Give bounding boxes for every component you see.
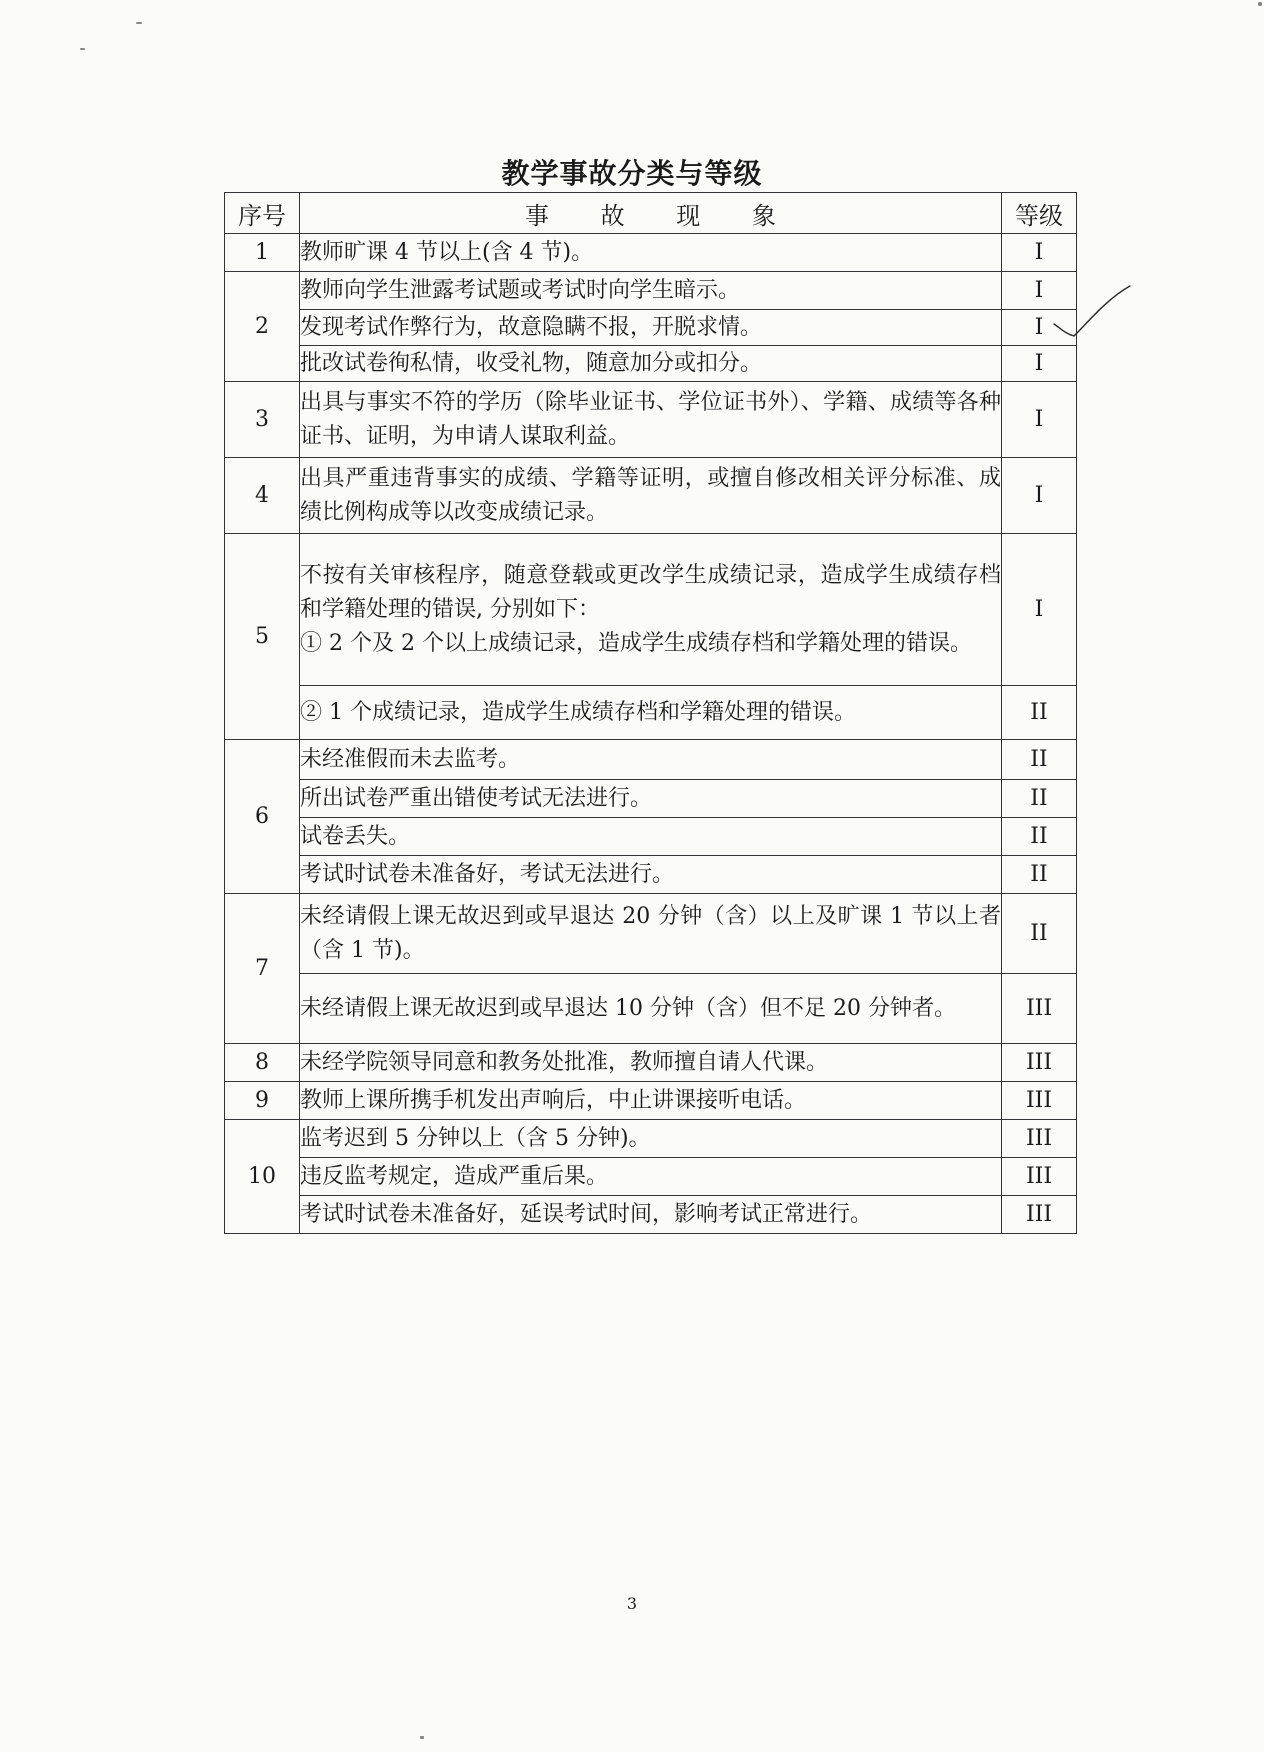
accident-description-cell [300, 534, 1002, 686]
grade-cell: I [1002, 458, 1077, 534]
accident-description-cell [300, 234, 1002, 272]
accident-classification-table [224, 192, 1077, 1234]
grade-cell: II [1002, 894, 1077, 974]
grade-cell: II [1002, 780, 1077, 818]
serial-number-cell: 1 [225, 234, 300, 272]
grade-cell: II [1002, 856, 1077, 894]
table-row [225, 272, 1077, 310]
description-paragraph: 监考迟到 5 分钟以上（含 5 分钟)。 [300, 1125, 651, 1151]
scan-speck [136, 22, 142, 24]
description-paragraph: 不按有关审核程序，随意登载或更改学生成绩记录，造成学生成绩存档和学籍处理的错误, 分别如下： [300, 562, 1001, 622]
description-paragraph: 所出试卷严重出错使考试无法进行。 [300, 785, 653, 811]
header-grade: 等级 [1002, 193, 1077, 234]
description-paragraph: ① 2 个及 2 个以上成绩记录，造成学生成绩存档和学籍处理的错误。 [300, 630, 972, 656]
grade-cell: I [1002, 346, 1077, 382]
accident-description-cell [300, 686, 1002, 740]
description-paragraph: 未经学院领导同意和教务处批准，教师擅自请人代课。 [300, 1049, 829, 1075]
serial-number-cell: 2 [225, 272, 300, 382]
accident-description-cell [300, 1120, 1002, 1158]
grade-cell: I [1002, 272, 1077, 310]
accident-description-cell [300, 1044, 1002, 1082]
accident-description-cell [300, 1158, 1002, 1196]
description-paragraph: 未经准假而未去监考。 [300, 746, 521, 772]
accident-description-cell [300, 818, 1002, 856]
table-row [225, 894, 1077, 974]
table-row [225, 818, 1077, 856]
table-row [225, 234, 1077, 272]
page-number: 3 [626, 1594, 638, 1613]
table-row [225, 346, 1077, 382]
description-paragraph: 考试时试卷未准备好，延误考试时间，影响考试正常进行。 [300, 1201, 873, 1227]
header-serial-number: 序号 [225, 193, 300, 234]
grade-cell: II [1002, 686, 1077, 740]
grade-cell: I [1002, 382, 1077, 458]
handwritten-check-mark [1052, 284, 1132, 344]
serial-number-cell: 3 [225, 382, 300, 458]
accident-description-cell [300, 310, 1002, 346]
grade-cell: III [1002, 974, 1077, 1044]
grade-cell: I [1002, 310, 1077, 346]
table-row [225, 1196, 1077, 1234]
table-row [225, 534, 1077, 686]
description-paragraph: 教师上课所携手机发出声响后，中止讲课接听电话。 [300, 1087, 807, 1113]
accident-description-cell [300, 1082, 1002, 1120]
table-row [225, 780, 1077, 818]
grade-cell: III [1002, 1044, 1077, 1082]
serial-number-cell: 5 [225, 534, 300, 740]
scan-speck [80, 48, 85, 50]
accident-description-cell [300, 272, 1002, 310]
accident-description-cell [300, 458, 1002, 534]
accident-description-cell [300, 894, 1002, 974]
accident-description-cell [300, 740, 1002, 780]
scan-speck [1258, 2, 1262, 6]
table-body [225, 234, 1077, 1234]
serial-number-cell: 9 [225, 1082, 300, 1120]
table-header-row [225, 193, 1077, 234]
accident-description-cell [300, 382, 1002, 458]
table-row [225, 740, 1077, 780]
grade-cell: I [1002, 534, 1077, 686]
scan-speck [420, 1736, 424, 1739]
accident-description-cell [300, 856, 1002, 894]
table-row [225, 382, 1077, 458]
grade-cell: I [1002, 234, 1077, 272]
description-paragraph: 试卷丢失。 [300, 823, 411, 849]
description-paragraph: 出具与事实不符的学历（除毕业证书、学位证书外）、学籍、成绩等各种证书、证明，为申请人谋取利益。 [300, 389, 1001, 449]
description-paragraph: 考试时试卷未准备好，考试无法进行。 [300, 861, 675, 887]
table-row [225, 458, 1077, 534]
description-paragraph: ② 1 个成绩记录，造成学生成绩存档和学籍处理的错误。 [300, 699, 856, 725]
table-row [225, 974, 1077, 1044]
description-paragraph: 教师向学生泄露考试题或考试时向学生暗示。 [300, 277, 741, 303]
table-row [225, 856, 1077, 894]
grade-cell: II [1002, 740, 1077, 780]
document-title: 教学事故分类与等级 [501, 157, 763, 190]
grade-cell: III [1002, 1158, 1077, 1196]
table-row [225, 310, 1077, 346]
serial-number-cell: 7 [225, 894, 300, 1044]
grade-cell: II [1002, 818, 1077, 856]
description-paragraph: 批改试卷徇私情，收受礼物，随意加分或扣分。 [300, 350, 763, 376]
table-row [225, 1120, 1077, 1158]
description-paragraph: 出具严重违背事实的成绩、学籍等证明，或擅自修改相关评分标准、成绩比例构成等以改变成绩记录。 [300, 465, 1001, 525]
serial-number-cell: 10 [225, 1120, 300, 1234]
grade-cell: III [1002, 1120, 1077, 1158]
description-paragraph: 发现考试作弊行为，故意隐瞒不报，开脱求情。 [300, 314, 763, 340]
description-paragraph: 违反监考规定，造成严重后果。 [300, 1163, 609, 1189]
description-paragraph: 教师旷课 4 节以上(含 4 节)。 [300, 239, 594, 265]
accident-description-cell [300, 780, 1002, 818]
description-paragraph: 未经请假上课无故迟到或早退达 20 分钟（含）以上及旷课 1 节以上者（含 1 节)。 [300, 903, 1001, 963]
grade-cell: III [1002, 1082, 1077, 1120]
accident-description-cell [300, 1196, 1002, 1234]
header-accident-description: 事 故 现 象 [300, 193, 1002, 234]
table-row [225, 1044, 1077, 1082]
accident-description-cell [300, 974, 1002, 1044]
table-row [225, 1158, 1077, 1196]
description-paragraph: 未经请假上课无故迟到或早退达 10 分钟（含）但不足 20 分钟者。 [300, 995, 956, 1021]
table-row [225, 686, 1077, 740]
serial-number-cell: 4 [225, 458, 300, 534]
accident-description-cell [300, 346, 1002, 382]
table-row [225, 1082, 1077, 1120]
serial-number-cell: 8 [225, 1044, 300, 1082]
grade-cell: III [1002, 1196, 1077, 1234]
serial-number-cell: 6 [225, 740, 300, 894]
